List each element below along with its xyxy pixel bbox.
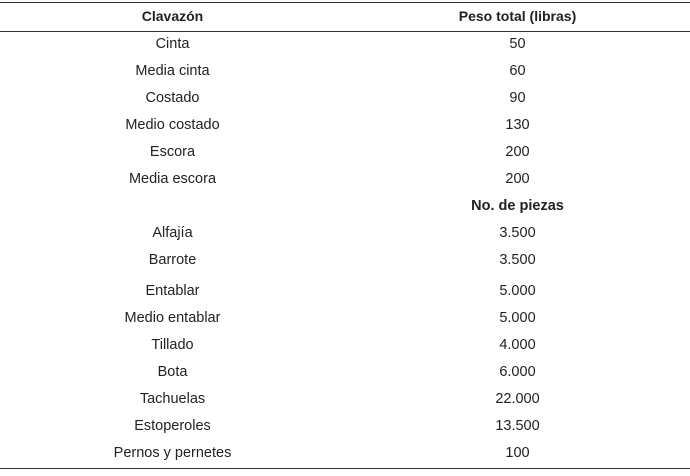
table-bottom-rule: [0, 468, 690, 469]
table-row-name: Estoperoles: [134, 418, 211, 434]
table-row-value: 3.500: [499, 225, 536, 241]
table-row-name: Tillado: [151, 337, 194, 353]
table-row-value: 90: [509, 90, 526, 106]
table-row-value: 60: [509, 63, 526, 79]
table-row-name: Bota: [157, 364, 188, 380]
table-top-rule: [0, 2, 690, 3]
table-row-name: Pernos y pernetes: [113, 445, 232, 461]
table-row-value: 13.500: [495, 418, 540, 434]
table-row-name: Barrote: [148, 252, 197, 268]
table-row-value: 3.500: [499, 252, 536, 268]
table-row-name: Media cinta: [135, 63, 210, 79]
table-row-name: Tachuelas: [139, 391, 206, 407]
header-rule: [0, 31, 690, 32]
table-row-value: 50: [509, 36, 526, 52]
table-row-value: 100: [505, 445, 530, 461]
table-row-name: Media escora: [128, 171, 217, 187]
table-row-name: Cinta: [155, 36, 190, 52]
table-row-name: Escora: [149, 144, 196, 160]
table-row-value: 5.000: [499, 310, 536, 326]
table-row-value: 5.000: [499, 283, 536, 299]
table-row-value: 22.000: [495, 391, 540, 407]
table-row-name: Medio costado: [125, 117, 220, 133]
subheader-no-de-piezas: No. de piezas: [471, 198, 564, 214]
table-row-name: Costado: [145, 90, 200, 106]
table-row-value: 6.000: [499, 364, 536, 380]
table-row-value: 130: [505, 117, 530, 133]
table-row-name: Entablar: [145, 283, 200, 299]
table-row-value: 200: [505, 171, 530, 187]
table-row-value: 4.000: [499, 337, 536, 353]
column-header-clavazon: Clavazón: [141, 8, 204, 24]
column-header-peso-total: Peso total (libras): [458, 8, 577, 24]
table-row-name: Alfajía: [152, 225, 193, 241]
table-row-name: Medio entablar: [124, 310, 221, 326]
table-row-value: 200: [505, 144, 530, 160]
